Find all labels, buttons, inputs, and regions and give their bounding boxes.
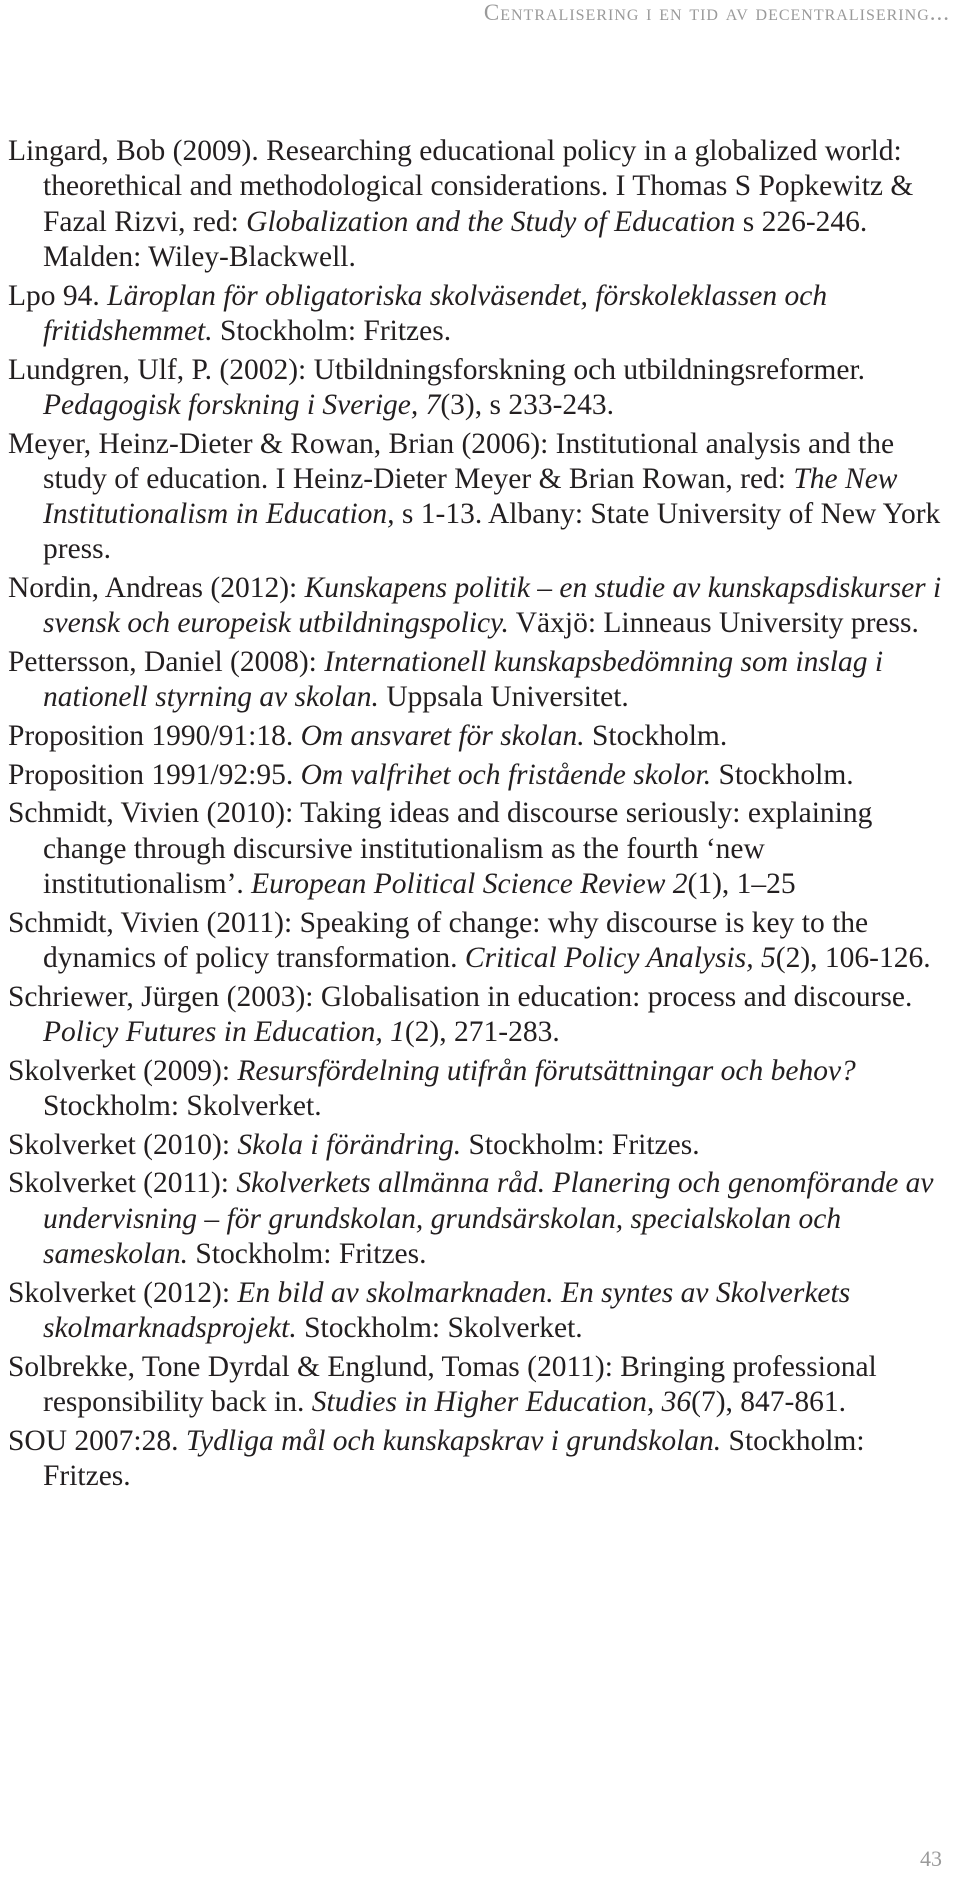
reference-text: Schmidt, Vivien (2010): Taking ideas and discourse seriously: explaining change through discursive institutionalism as the fourth ‘new institutionalism’. — [8, 797, 873, 901]
reference-text: Skolverket (2012): — [8, 1276, 238, 1309]
reference-italic-text: The New Institutionalism in Education, — [43, 462, 898, 531]
reference-italic-text: Skola i förändring. — [237, 1128, 462, 1161]
reference-italic-text: Skolverkets allmänna råd. Planering och genomförande av undervisning – för grundskolan, grundsärskolan, specialskolan och sameskolan. — [43, 1167, 934, 1270]
reference-text: Växjö: Linneaus University press. — [508, 607, 919, 640]
reference-italic-text: Pedagogisk forskning i Sverige, — [43, 388, 419, 421]
reference-entry — [8, 427, 958, 568]
reference-text: s 226-246. Malden: Wiley-Blackwell. — [43, 205, 868, 273]
reference-text: (7), 847-861. — [691, 1385, 846, 1418]
reference-text: Stockholm: Fritzes. — [43, 1424, 865, 1492]
reference-text: SOU 2007:28. — [8, 1424, 186, 1457]
reference-entry — [8, 1128, 958, 1163]
reference-italic-text: Kunskapens politik – en studie av kunskapsdiskurser i svensk och europeisk utbildningspolicy. — [43, 572, 942, 640]
reference-italic-text: 7 — [425, 388, 441, 421]
reference-italic-text: Resursfördelning utifrån förutsättningar och behov? — [237, 1054, 856, 1087]
reference-text: Lpo 94. — [8, 279, 108, 312]
reference-text: Lundgren, Ulf, P. (2002): Utbildningsforskning och utbildningsreformer. — [8, 353, 866, 386]
reference-italic-text: Globalization and the Study of Education — [246, 205, 736, 238]
reference-entry — [8, 353, 958, 424]
reference-text: (2), 106-126. — [775, 942, 931, 975]
reference-entry — [8, 758, 958, 793]
reference-entry — [8, 1166, 958, 1272]
reference-text: Lingard, Bob (2009). Researching educational policy in a globalized world: theorethical and methodological considerations. I Thomas S Popkewitz & Fazal Rizvi, red: — [8, 135, 914, 238]
reference-text: Proposition 1991/92:95. — [8, 758, 301, 791]
reference-text: Uppsala Universitet. — [378, 681, 629, 714]
reference-text: s 1-13. Albany: State University of New York press. — [43, 498, 941, 566]
reference-italic-text: Om valfrihet och fristående skolor. — [300, 758, 712, 791]
reference-text: Stockholm. — [584, 720, 728, 753]
reference-italic-text: Läroplan för obligatoriska skolväsendet, förskoleklassen och fritidshemmet. — [43, 279, 828, 347]
reference-text: Skolverket (2010): — [8, 1128, 238, 1161]
reference-text: Proposition 1990/91:18. — [8, 720, 301, 753]
reference-text: Stockholm: Fritzes. — [461, 1128, 700, 1161]
reference-text: (2), 271-283. — [404, 1016, 560, 1049]
reference-italic-text: Studies in Higher Education, 36 — [311, 1385, 692, 1418]
reference-text: Stockholm: Skolverket. — [43, 1090, 322, 1123]
reference-text: Pettersson, Daniel (2008): — [8, 646, 325, 679]
reference-italic-text: Om ansvaret för skolan. — [300, 720, 585, 753]
reference-text: Schriewer, Jürgen (2003): Globalisation in education: process and discourse. — [8, 980, 913, 1013]
reference-entry — [8, 279, 958, 350]
reference-entry — [8, 134, 958, 275]
reference-italic-text: Internationell kunskapsbedömning som inslag i nationell styrning av skolan. — [43, 646, 884, 714]
reference-text: Stockholm: Fritzes. — [188, 1237, 427, 1270]
reference-entry — [8, 645, 958, 716]
reference-italic-text: European Political Science Review — [251, 868, 666, 901]
reference-text: (1), 1–25 — [687, 868, 796, 901]
reference-italic-text: Tydliga mål och kunskapskrav i grundskolan. — [185, 1424, 722, 1457]
page-number: 43 — [920, 1846, 942, 1871]
reference-entry — [8, 719, 958, 754]
reference-italic-text: 2 — [672, 868, 688, 901]
reference-entry — [8, 980, 958, 1051]
reference-italic-text: En bild av skolmarknaden. En syntes av Skolverkets skolmarknadsprojekt. — [43, 1276, 851, 1344]
running-header: Centralisering i en tid av decentralisering... — [483, 0, 950, 25]
reference-entry — [8, 1424, 958, 1495]
reference-text: Schmidt, Vivien (2011): Speaking of change: why discourse is key to the dynamics of policy transformation. — [8, 906, 869, 975]
reference-italic-text: Critical Policy Analysis, 5 — [464, 942, 776, 975]
reference-text: Meyer, Heinz-Dieter & Rowan, Brian (2006): Institutional analysis and the study of education. I Heinz-Dieter Meyer & Brian Rowan, red: — [8, 427, 895, 495]
reference-text — [665, 868, 672, 900]
reference-entry — [8, 906, 958, 977]
reference-entry — [8, 1276, 958, 1347]
reference-entry — [8, 1350, 958, 1421]
reference-text: Solbrekke, Tone Dyrdal & Englund, Tomas (2011): Bringing professional responsibility back in. — [8, 1350, 877, 1418]
reference-text: Skolverket (2009): — [8, 1054, 238, 1087]
reference-text: Skolverket (2011): — [8, 1167, 237, 1200]
reference-text: Stockholm: Fritzes. — [212, 314, 452, 347]
reference-text: Stockholm. — [711, 758, 854, 791]
reference-text: Nordin, Andreas (2012): — [8, 572, 305, 605]
reference-italic-text: Policy Futures in Education, 1 — [43, 1016, 405, 1049]
reference-list — [8, 134, 958, 1498]
reference-text: (3), s 233-243. — [440, 388, 615, 421]
reference-entry — [8, 1054, 958, 1125]
reference-entry — [8, 796, 958, 902]
reference-entry — [8, 571, 958, 642]
reference-text — [418, 389, 425, 421]
reference-text: Stockholm: Skolverket. — [296, 1311, 583, 1344]
